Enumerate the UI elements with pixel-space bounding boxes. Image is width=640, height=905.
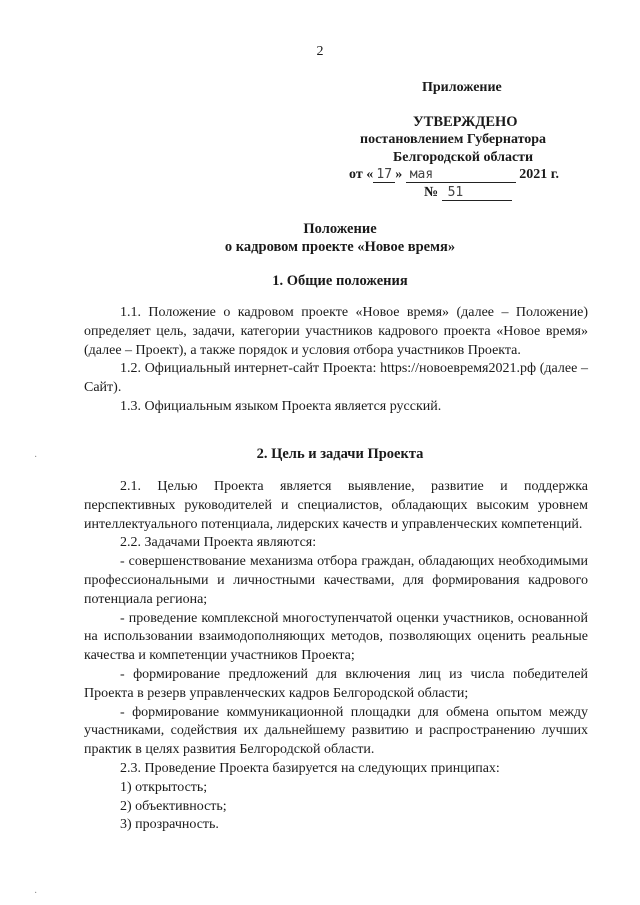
date-day: 17 xyxy=(373,168,395,183)
paragraph-2-3: 2.3. Проведение Проекта базируется на следующих принципах: xyxy=(120,760,500,776)
approved-label: УТВЕРЖДЕНО xyxy=(413,114,518,130)
principle-item-2: 2) объективность; xyxy=(120,798,227,814)
approved-by-line: постановлением Губернатора xyxy=(360,132,547,147)
paragraph-1-3: 1.3. Официальным языком Проекта является русский. xyxy=(120,398,442,414)
section-2-body xyxy=(84,478,588,835)
paragraph-2-1: 2.1. Целью Проекта является выявление, развитие и поддержка перспективных руководителей и специалистов, обладающих высоким уровнем интеллектуального потенциала, лидерских качеств и управленческих компетенций. xyxy=(84,479,588,532)
date-prefix: от « xyxy=(349,167,374,182)
task-item-3: - формирование предложений для включения лиц из числа победителей Проекта в резерв управленческих кадров Белгородской области; xyxy=(84,666,588,701)
document-title xyxy=(80,220,600,256)
date-mid: » xyxy=(395,167,403,182)
date-year: 2021 г. xyxy=(519,167,559,182)
task-item-4: - формирование коммуникационной площадки для обмена опытом между участниками, содействия их дальнейшему развитию и распространению лучших практик в целях развития Белгородской области. xyxy=(84,704,588,758)
title-line-1: Положение xyxy=(303,221,377,237)
scan-speck: · xyxy=(34,452,38,463)
paragraph-2-2: 2.2. Задачами Проекта являются: xyxy=(120,535,317,551)
title-line-2: о кадровом проекте «Новое время» xyxy=(224,239,456,255)
paragraph-1-2: 1.2. Официальный интернет-сайт Проекта: https://новоевремя2021.рф (далее – Сайт). xyxy=(84,361,588,396)
section-2-heading: 2. Цель и задачи Проекта xyxy=(256,446,424,462)
principle-item-3: 3) прозрачность. xyxy=(120,817,219,833)
paragraph-1-1: 1.1. Положение о кадровом проекте «Новое время» (далее – Положение) определяет цель, задачи, категории участников кадрового проекта «Новое время» (далее – Проект), а также порядок и условия отбора участников Проекта. xyxy=(84,305,588,358)
number-value: 51 xyxy=(442,186,512,201)
task-item-2: - проведение комплексной многоступенчатой оценки участников, основанной на использовании взаимодополняющих методов, позволяющих оценить реальные качества и компетенции участников Проекта; xyxy=(84,610,588,664)
number-line xyxy=(424,185,512,201)
page-number: 2 xyxy=(316,44,324,59)
date-line xyxy=(349,167,559,183)
date-month: мая xyxy=(406,168,516,183)
principle-item-1: 1) открытость; xyxy=(120,779,208,795)
section-1-heading: 1. Общие положения xyxy=(272,273,408,289)
appendix-label: Приложение xyxy=(422,80,502,95)
scan-speck: · xyxy=(34,888,38,899)
region-line: Белгородской области xyxy=(393,150,534,165)
section-1-body xyxy=(84,304,588,417)
number-label: № xyxy=(424,185,439,200)
task-item-1: - совершенствование механизма отбора граждан, обладающих необходимыми профессиональными и личностными качествами, для формирования кадрового потенциала региона; xyxy=(84,554,588,607)
